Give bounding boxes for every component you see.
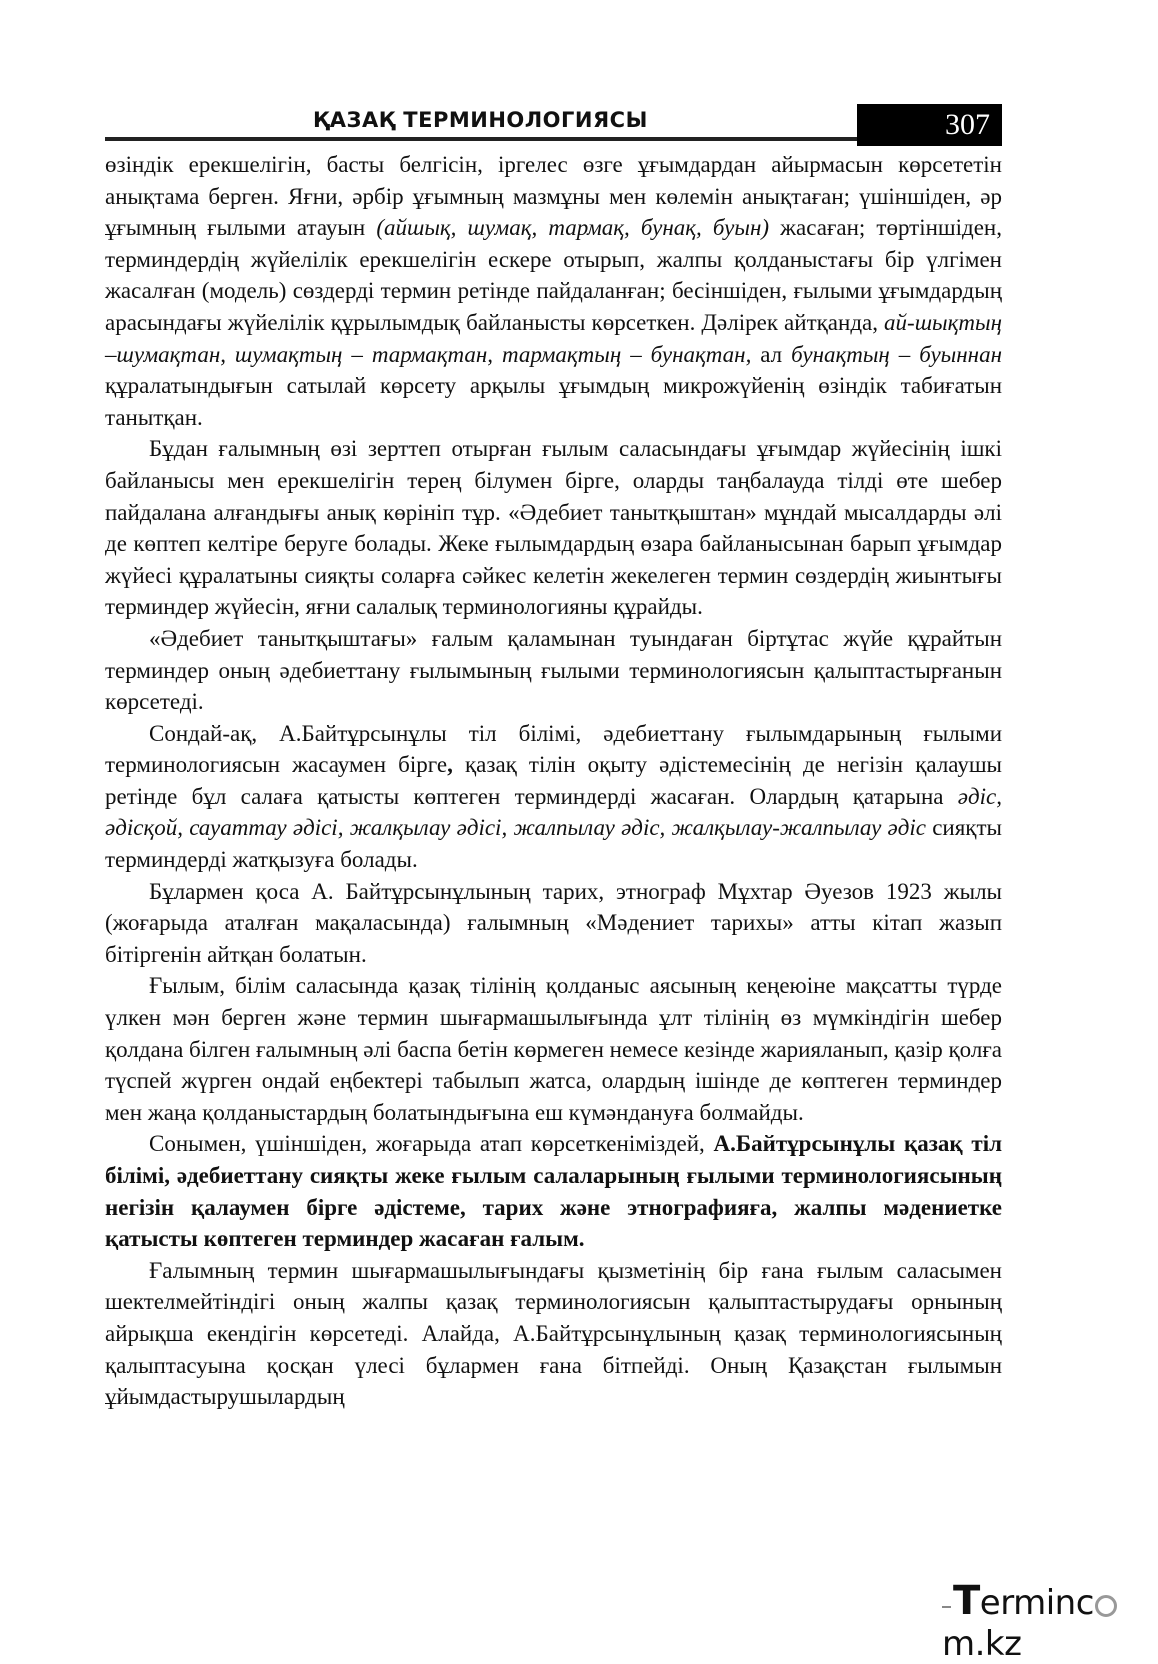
paragraph — [105, 623, 1002, 718]
text-run: қазақ тілін оқыту әдістемесінің де негізін қалаушы ретінде бұл салаға қатысты көптеген терминдерді жасаған. Олардың қатарына — [105, 752, 1002, 809]
text-run: Бұлармен қоса А. Байтұрсынұлының тарих, этнограф Мұхтар Әуезов 1923 жылы (жоғарыда аталған мақаласында) ғалымның «Мәдениет тарихы» атты кітап жазып бітіргенін айтқан болатын. — [105, 878, 1002, 967]
bold-text: , — [447, 752, 453, 778]
bold-text: А.Байтұрсынұлы қазақ тіл білімі, әдебиеттану сияқты жеке ғылым салаларының ғылыми терминологиясының негізін қалаумен бірге әдістеме, тарих және этнографияға, жалпы мәдениетке қатысты көптеген терминдер жасаған ғалым. — [105, 1131, 1003, 1252]
text-run: Сондай-ақ, А.Байтұрсынұлы тіл білімі, әдебиеттану ғылымдарының ғылыми терминологиясын жасаумен бірге — [105, 720, 1002, 778]
body-text — [105, 149, 1002, 1413]
text-run: Бұдан ғалымның өзі зерттеп отырған ғылым саласындағы ұғымдар жүйесінің ішкі байланысы мен ерекшелігін терең білумен бірге, оларды таңбалауда тілді өте шебер пайдалана алғандығы анық көрініп тұр. «Әдебиет танытқыштан» мұндай мысалдарды әлі де көптеп келтіре беруге болады. Жеке ғылымдардың өзара байланысынан барып ұғымдар жүйесі құралатыны сияқты соларға сәйкес келетін жекелеген термин сөздердің жиынтығы терминдер жүйесін, яғни салалық терминологияны құрайды. — [105, 436, 1002, 620]
page-header — [105, 104, 1002, 146]
site-watermark-logo — [942, 1578, 1158, 1664]
logo-letter-t: T — [953, 1578, 980, 1624]
paragraph — [105, 1128, 1002, 1254]
italic-term: ай-шықтың –шумақтан, шумақтың – тармақтан, тармақтың – бунақтан, — [105, 309, 1002, 367]
text-run: ал — [751, 341, 792, 367]
paragraph — [105, 433, 1002, 623]
logo-text-b: c — [1075, 1583, 1094, 1623]
italic-term: әдіс, әдісқой, сауаттау әдісі, жалқылау әдісі, жалпылау әдіс, жалқылау-жалпылау әдіс — [105, 783, 1002, 841]
text-run: «Әдебиет танытқыштағы» ғалым қаламынан туындаған біртұтас жүйе құрайтын терминдер оның әдебиеттану ғылымының ғылыми терминологиясын қалыптастырғанын көрсетеді. — [105, 625, 1002, 715]
header-rule — [105, 137, 857, 141]
logo-dash — [942, 1606, 951, 1608]
text-run: өзіндік ерекшелігін, басты белгісін, іргелес өзге ұғымдардан айырмасын көрсететін анықтама берген. Яғни, әрбір ұғымның мазмұны мен көлемін анықтаған; үшіншіден, әр ұғымның ғылыми атауын — [105, 152, 1002, 241]
paragraph — [105, 970, 1002, 1128]
paragraph — [105, 1255, 1002, 1413]
running-title: ҚАЗАҚ ТЕРМИНОЛОГИЯСЫ — [313, 108, 648, 132]
paragraph — [105, 876, 1002, 971]
paragraph — [105, 149, 1002, 433]
page-number: 307 — [857, 104, 1002, 146]
paragraph — [105, 718, 1002, 876]
text-run: сияқты терминдерді жатқызуға болады. — [105, 815, 1002, 873]
logo-text-c: m.kz — [942, 1624, 1022, 1664]
text-run: Ғалымның термин шығармашылығындағы қызметінің бір ғана ғылым саласымен шектелмейтіндігі оның жалпы қазақ терминологиясын қалыптастырудағы орнының айрықша екендігін көрсетеді. Алайда, А.Байтұрсынұлының қазақ терминологиясының қалыптасуына қосқан үлесі бұлармен ғана бітпейді. Оның Қазақстан ғылымын ұйымдастырушылардың — [105, 1257, 1002, 1410]
logo-text-a: ermin — [979, 1583, 1076, 1623]
text-run: жасаған; төртіншіден, терминдердің жүйелілік ерекшелігін ескере отырып, жалпы қолданыстағы бір үлгімен жасалған (модель) сөздерді термин ретінде пайдаланған; бесіншіден, ғылыми ұғымдардың арасындағы жүйелілік құрылымдық байланысты көрсеткен. Дәлірек айтқанда, — [105, 215, 1002, 335]
text-run: Ғылым, білім саласында қазақ тілінің қолданыс аясының кеңеюіне мақсатты түрде үлкен мән берген және термин шығармашылығында ұлт тілінің өз мүмкіндігін шебер қолдана білген ғалымның әлі баспа бетін көрмеген немесе кезінде жарияланып, қазір қолға түспей жүрген ондай еңбектері табылып жатса, олардың ішінде де көптеген терминдер мен жаңа қолданыстардың болатындығына еш күмәндануға болмайды. — [105, 973, 1002, 1125]
italic-term: (айшық, шумақ, тармақ, бунақ, буын) — [376, 215, 770, 241]
text-run: құралатындығын сатылай көрсету арқылы ұғымдың микрожүйенің өзіндік табиғатын танытқан. — [105, 373, 1002, 430]
italic-term: бунақтың – буыннан — [791, 341, 1002, 367]
text-run: Сонымен, үшіншіден, жоғарыда атап көрсеткеніміздей, — [149, 1131, 714, 1157]
logo-ring-icon — [1095, 1595, 1117, 1617]
